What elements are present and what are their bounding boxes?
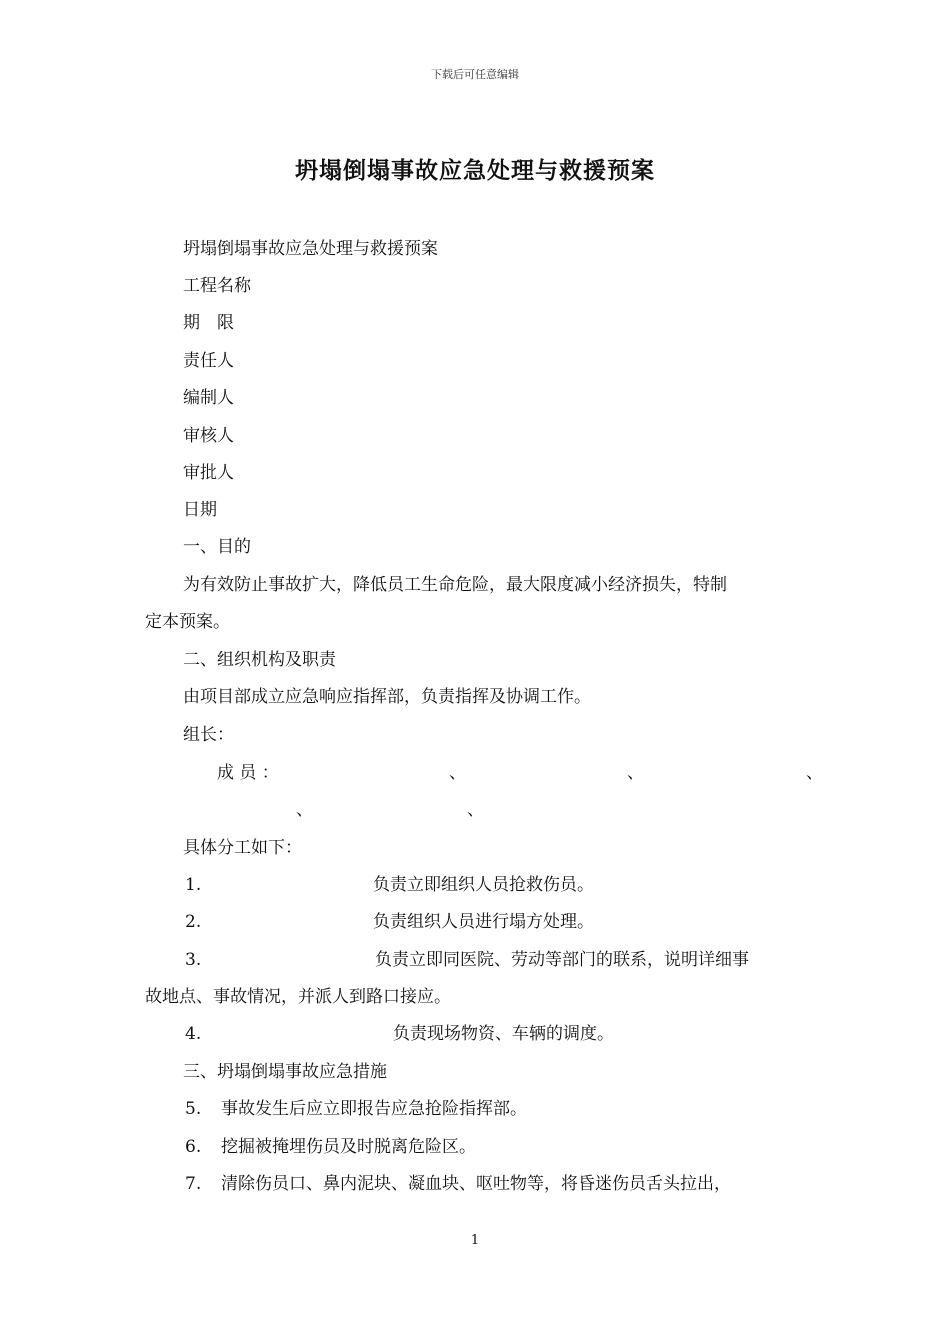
section2-para: 由项目部成立应急响应指挥部，负责指挥及协调工作。	[183, 687, 591, 707]
list-item-text: 负责现场物资、车辆的调度。	[393, 1024, 614, 1044]
list-item-continuation: 故地点、事故情况，并派人到路口接应。	[145, 987, 451, 1007]
list-item-number: 3.	[185, 950, 202, 970]
section2-heading: 二、组织机构及职责	[183, 650, 336, 670]
list-item-number: 7.	[185, 1174, 202, 1194]
list-item-number: 2.	[185, 912, 202, 932]
members-separator: 、	[467, 800, 484, 820]
list-item-number: 4.	[185, 1024, 202, 1044]
page-number: 1	[470, 1233, 480, 1248]
members-separator: 、	[806, 763, 823, 783]
members-separator: 、	[627, 763, 644, 783]
page-title: 坍塌倒塌事故应急处理与救援预案	[295, 157, 655, 184]
list-item-text: 负责立即同医院、劳动等部门的联系，说明详细事	[375, 950, 749, 970]
section1-heading: 一、目的	[183, 537, 251, 557]
list-item-number: 6.	[185, 1137, 202, 1157]
members-label: 成 员 ：	[217, 763, 279, 783]
header-note: 下载后可任意编辑	[431, 68, 519, 81]
cover-subtitle: 坍塌倒塌事故应急处理与救援预案	[183, 239, 438, 259]
section3-heading: 三、坍塌倒塌事故应急措施	[183, 1062, 387, 1082]
list-item-number: 5.	[185, 1099, 202, 1119]
cover-reviewer: 审核人	[183, 426, 234, 446]
section2-leader: 组长：	[183, 725, 234, 745]
cover-compiler: 编制人	[183, 388, 234, 408]
list-item-number: 1.	[185, 875, 202, 895]
list-item-text: 事故发生后应立即报告应急抢险指挥部。	[221, 1099, 527, 1119]
cover-approver: 审批人	[183, 463, 234, 483]
members-separator: 、	[449, 763, 466, 783]
list-item-text: 清除伤员口、鼻内泥块、凝血块、呕吐物等，将昏迷伤员舌头拉出，	[221, 1174, 731, 1194]
list-item-text: 负责组织人员进行塌方处理。	[373, 912, 594, 932]
members-separator: 、	[296, 800, 313, 820]
cover-period: 期 限	[183, 313, 234, 333]
division-heading: 具体分工如下：	[183, 838, 302, 858]
cover-responsible: 责任人	[183, 351, 234, 371]
section1-para-line2: 定本预案。	[145, 612, 230, 632]
list-item-text: 负责立即组织人员抢救伤员。	[373, 875, 594, 895]
cover-project-name: 工程名称	[183, 276, 251, 296]
section1-para-line1: 为有效防止事故扩大，降低员工生命危险，最大限度减小经济损失，特制	[183, 575, 727, 595]
cover-date: 日期	[183, 500, 217, 520]
list-item-text: 挖掘被掩埋伤员及时脱离危险区。	[221, 1137, 476, 1157]
